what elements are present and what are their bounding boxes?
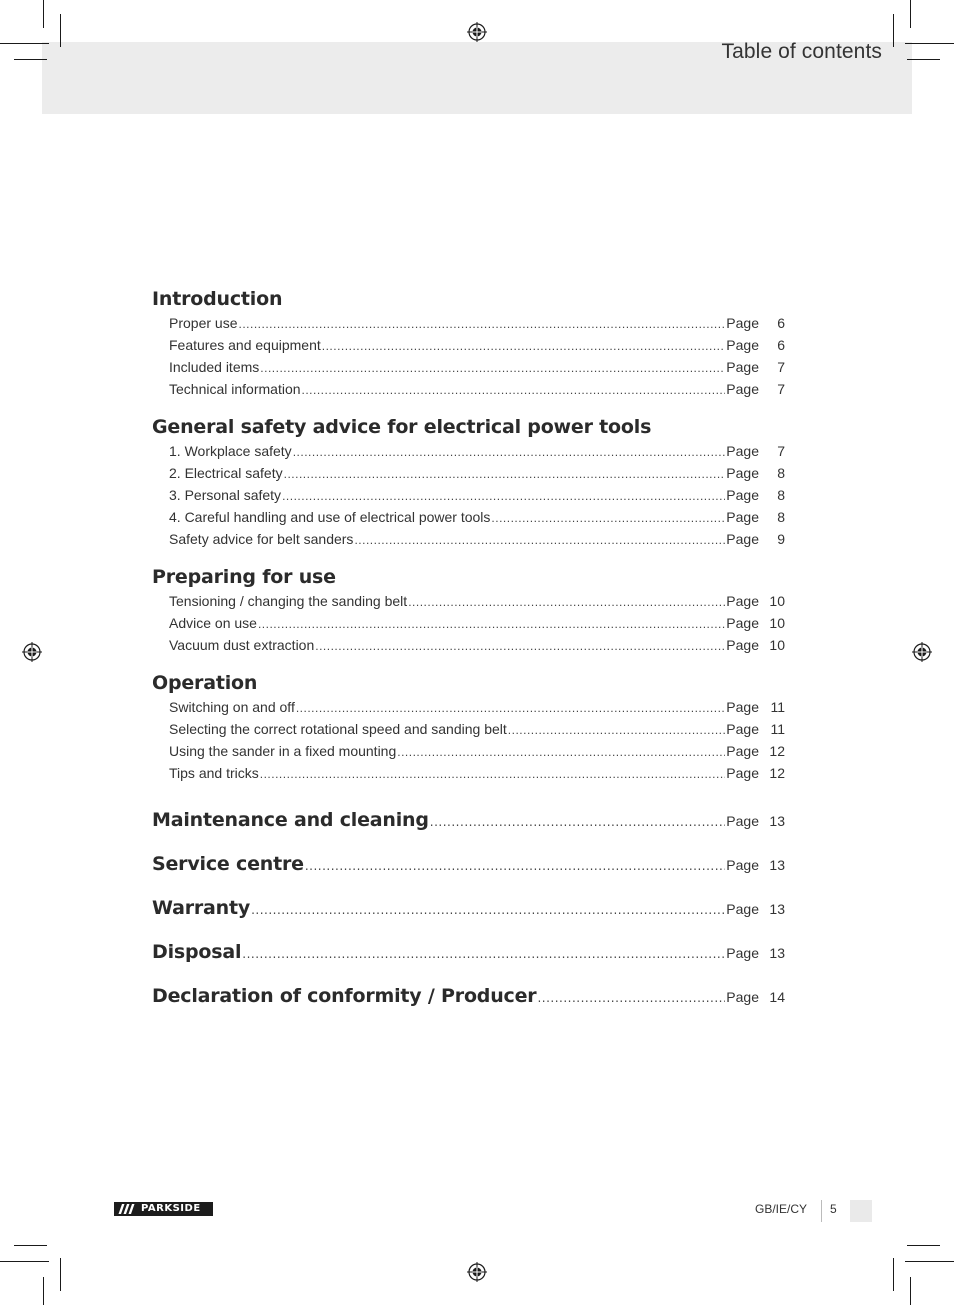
crop-mark (893, 1258, 894, 1291)
brand-name: PARKSIDE (141, 1203, 201, 1214)
page-word: Page (726, 615, 759, 631)
registration-mark-icon (467, 1262, 487, 1282)
entry-label: 1. Workplace safety (169, 443, 292, 459)
page-number: 13 (769, 945, 785, 961)
page-number: 10 (769, 637, 785, 653)
crop-mark (0, 43, 49, 44)
page-word: Page (726, 531, 759, 547)
registration-mark-icon (912, 642, 932, 662)
entry-label: 4. Careful handling and use of electrical power tools (169, 509, 491, 525)
page-number: 10 (769, 593, 785, 609)
toc-entry[interactable] (152, 696, 785, 718)
registration-mark-icon (467, 22, 487, 42)
page-number: 9 (777, 531, 785, 547)
page-word: Page (726, 637, 759, 653)
page-number: 8 (777, 487, 785, 503)
page-word: Page (726, 443, 759, 459)
footer-tab-box (850, 1200, 872, 1222)
toc-section-preparing (152, 564, 785, 656)
dot-leader (296, 697, 725, 719)
toc-entry[interactable] (152, 590, 785, 612)
dot-leader (260, 357, 725, 379)
toc-entry[interactable] (152, 634, 785, 656)
page-word: Page (726, 721, 759, 737)
crop-mark (907, 1245, 940, 1246)
entry-label: Advice on use (169, 615, 257, 631)
dot-leader (282, 485, 725, 507)
toc-entry-warranty[interactable] (152, 886, 785, 930)
dot-leader (305, 844, 725, 888)
entry-label: Technical information (169, 381, 301, 397)
entry-label: 3. Personal safety (169, 487, 282, 503)
page-number: 12 (769, 765, 785, 781)
toc-entry-maintenance[interactable] (152, 798, 785, 842)
entry-label: Included items (169, 359, 260, 375)
crop-mark (905, 1261, 954, 1262)
parkside-logo (114, 1202, 213, 1216)
dot-leader (397, 741, 725, 763)
crop-mark (0, 1261, 49, 1262)
footer-divider (821, 1200, 822, 1222)
entry-label: Tensioning / changing the sanding belt (169, 593, 408, 609)
entry-label: Selecting the correct rotational speed and sanding belt (169, 721, 507, 737)
toc-entry[interactable] (152, 718, 785, 740)
dot-leader (537, 976, 725, 1020)
toc-entry-service-centre[interactable] (152, 842, 785, 886)
page-word: Page (726, 381, 759, 397)
toc-entry[interactable] (152, 356, 785, 378)
page-number: 13 (769, 857, 785, 873)
crop-mark (910, 0, 911, 28)
page-number: 8 (777, 465, 785, 481)
page-number: 6 (777, 337, 785, 353)
toc-entry[interactable] (152, 462, 785, 484)
dot-leader (284, 463, 726, 485)
language-codes: GB/IE/CY (755, 1202, 808, 1216)
page-word: Page (726, 699, 759, 715)
crop-mark (14, 59, 47, 60)
dot-leader (258, 613, 725, 635)
page-word: Page (726, 315, 759, 331)
entry-label: Using the sander in a fixed mounting (169, 743, 397, 759)
dot-leader (491, 507, 725, 529)
toc-section-general-safety (152, 414, 785, 550)
page-number: 13 (769, 813, 785, 829)
section-heading: General safety advice for electrical power tools (152, 416, 652, 438)
toc-entry[interactable] (152, 762, 785, 784)
dot-leader (430, 800, 726, 844)
page-word: Page (726, 857, 759, 873)
page-number: 14 (769, 989, 785, 1005)
section-heading: Preparing for use (152, 566, 336, 588)
registration-mark-icon (22, 642, 42, 662)
page-word: Page (726, 593, 759, 609)
crop-mark (907, 59, 940, 60)
page-word: Page (726, 945, 759, 961)
dot-leader (260, 763, 726, 785)
page-word: Page (726, 765, 759, 781)
page-number: 13 (769, 901, 785, 917)
crop-mark (910, 1277, 911, 1305)
crop-mark (905, 43, 954, 44)
table-of-contents (152, 286, 785, 1018)
page-word: Page (726, 465, 759, 481)
section-heading: Introduction (152, 288, 283, 310)
page-word: Page (726, 359, 759, 375)
page-word: Page (726, 989, 759, 1005)
crop-mark (14, 1245, 47, 1246)
entry-label: Declaration of conformity / Producer (152, 985, 537, 1007)
page-number: 7 (777, 443, 785, 459)
dot-leader (354, 529, 725, 551)
crop-mark (43, 1277, 44, 1305)
page-number: 11 (770, 699, 785, 715)
toc-entry[interactable] (152, 484, 785, 506)
page-number: 6 (777, 315, 785, 331)
dot-leader (508, 719, 726, 741)
toc-section-operation (152, 670, 785, 784)
entry-label: Switching on and off (169, 699, 295, 715)
page-number: 7 (777, 359, 785, 375)
page-number: 11 (770, 721, 785, 737)
page-word: Page (726, 901, 759, 917)
entry-label: Features and equipment (169, 337, 321, 353)
entry-label: Disposal (152, 941, 242, 963)
page-number: 7 (777, 381, 785, 397)
entry-label: Proper use (169, 315, 238, 331)
page-word: Page (726, 509, 759, 525)
toc-section-introduction (152, 286, 785, 400)
dot-leader (242, 932, 725, 976)
crop-mark (43, 0, 44, 28)
dot-leader (251, 888, 725, 932)
page-title: Table of contents (721, 40, 882, 63)
toc-entry-disposal[interactable] (152, 930, 785, 974)
crop-mark (893, 14, 894, 47)
page-number-footer: 5 (830, 1202, 837, 1216)
dot-leader (293, 441, 726, 463)
entry-label: Warranty (152, 897, 251, 919)
toc-entry[interactable] (152, 312, 785, 334)
dot-leader (238, 313, 725, 335)
logo-stripes-icon (118, 1202, 138, 1216)
page-number: 10 (769, 615, 785, 631)
entry-label: Safety advice for belt sanders (169, 531, 354, 547)
page-word: Page (726, 743, 759, 759)
toc-entry-declaration[interactable] (152, 974, 785, 1018)
page-number: 12 (769, 743, 785, 759)
toc-entry[interactable] (152, 378, 785, 400)
toc-entry[interactable] (152, 440, 785, 462)
page-number: 8 (777, 509, 785, 525)
crop-mark (60, 1258, 61, 1291)
toc-entry[interactable] (152, 740, 785, 762)
entry-label: Maintenance and cleaning (152, 809, 429, 831)
toc-entry[interactable] (152, 506, 785, 528)
page-word: Page (726, 813, 759, 829)
entry-label: Service centre (152, 853, 304, 875)
toc-entry[interactable] (152, 528, 785, 550)
entry-label: 2. Electrical safety (169, 465, 283, 481)
page-word: Page (726, 487, 759, 503)
dot-leader (302, 379, 726, 401)
entry-label: Tips and tricks (169, 765, 259, 781)
page-word: Page (726, 337, 759, 353)
dot-leader (408, 591, 725, 613)
section-heading: Operation (152, 672, 258, 694)
toc-entry[interactable] (152, 334, 785, 356)
dot-leader (322, 335, 726, 357)
dot-leader (315, 635, 725, 657)
toc-entry[interactable] (152, 612, 785, 634)
crop-mark (60, 14, 61, 47)
entry-label: Vacuum dust extraction (169, 637, 315, 653)
